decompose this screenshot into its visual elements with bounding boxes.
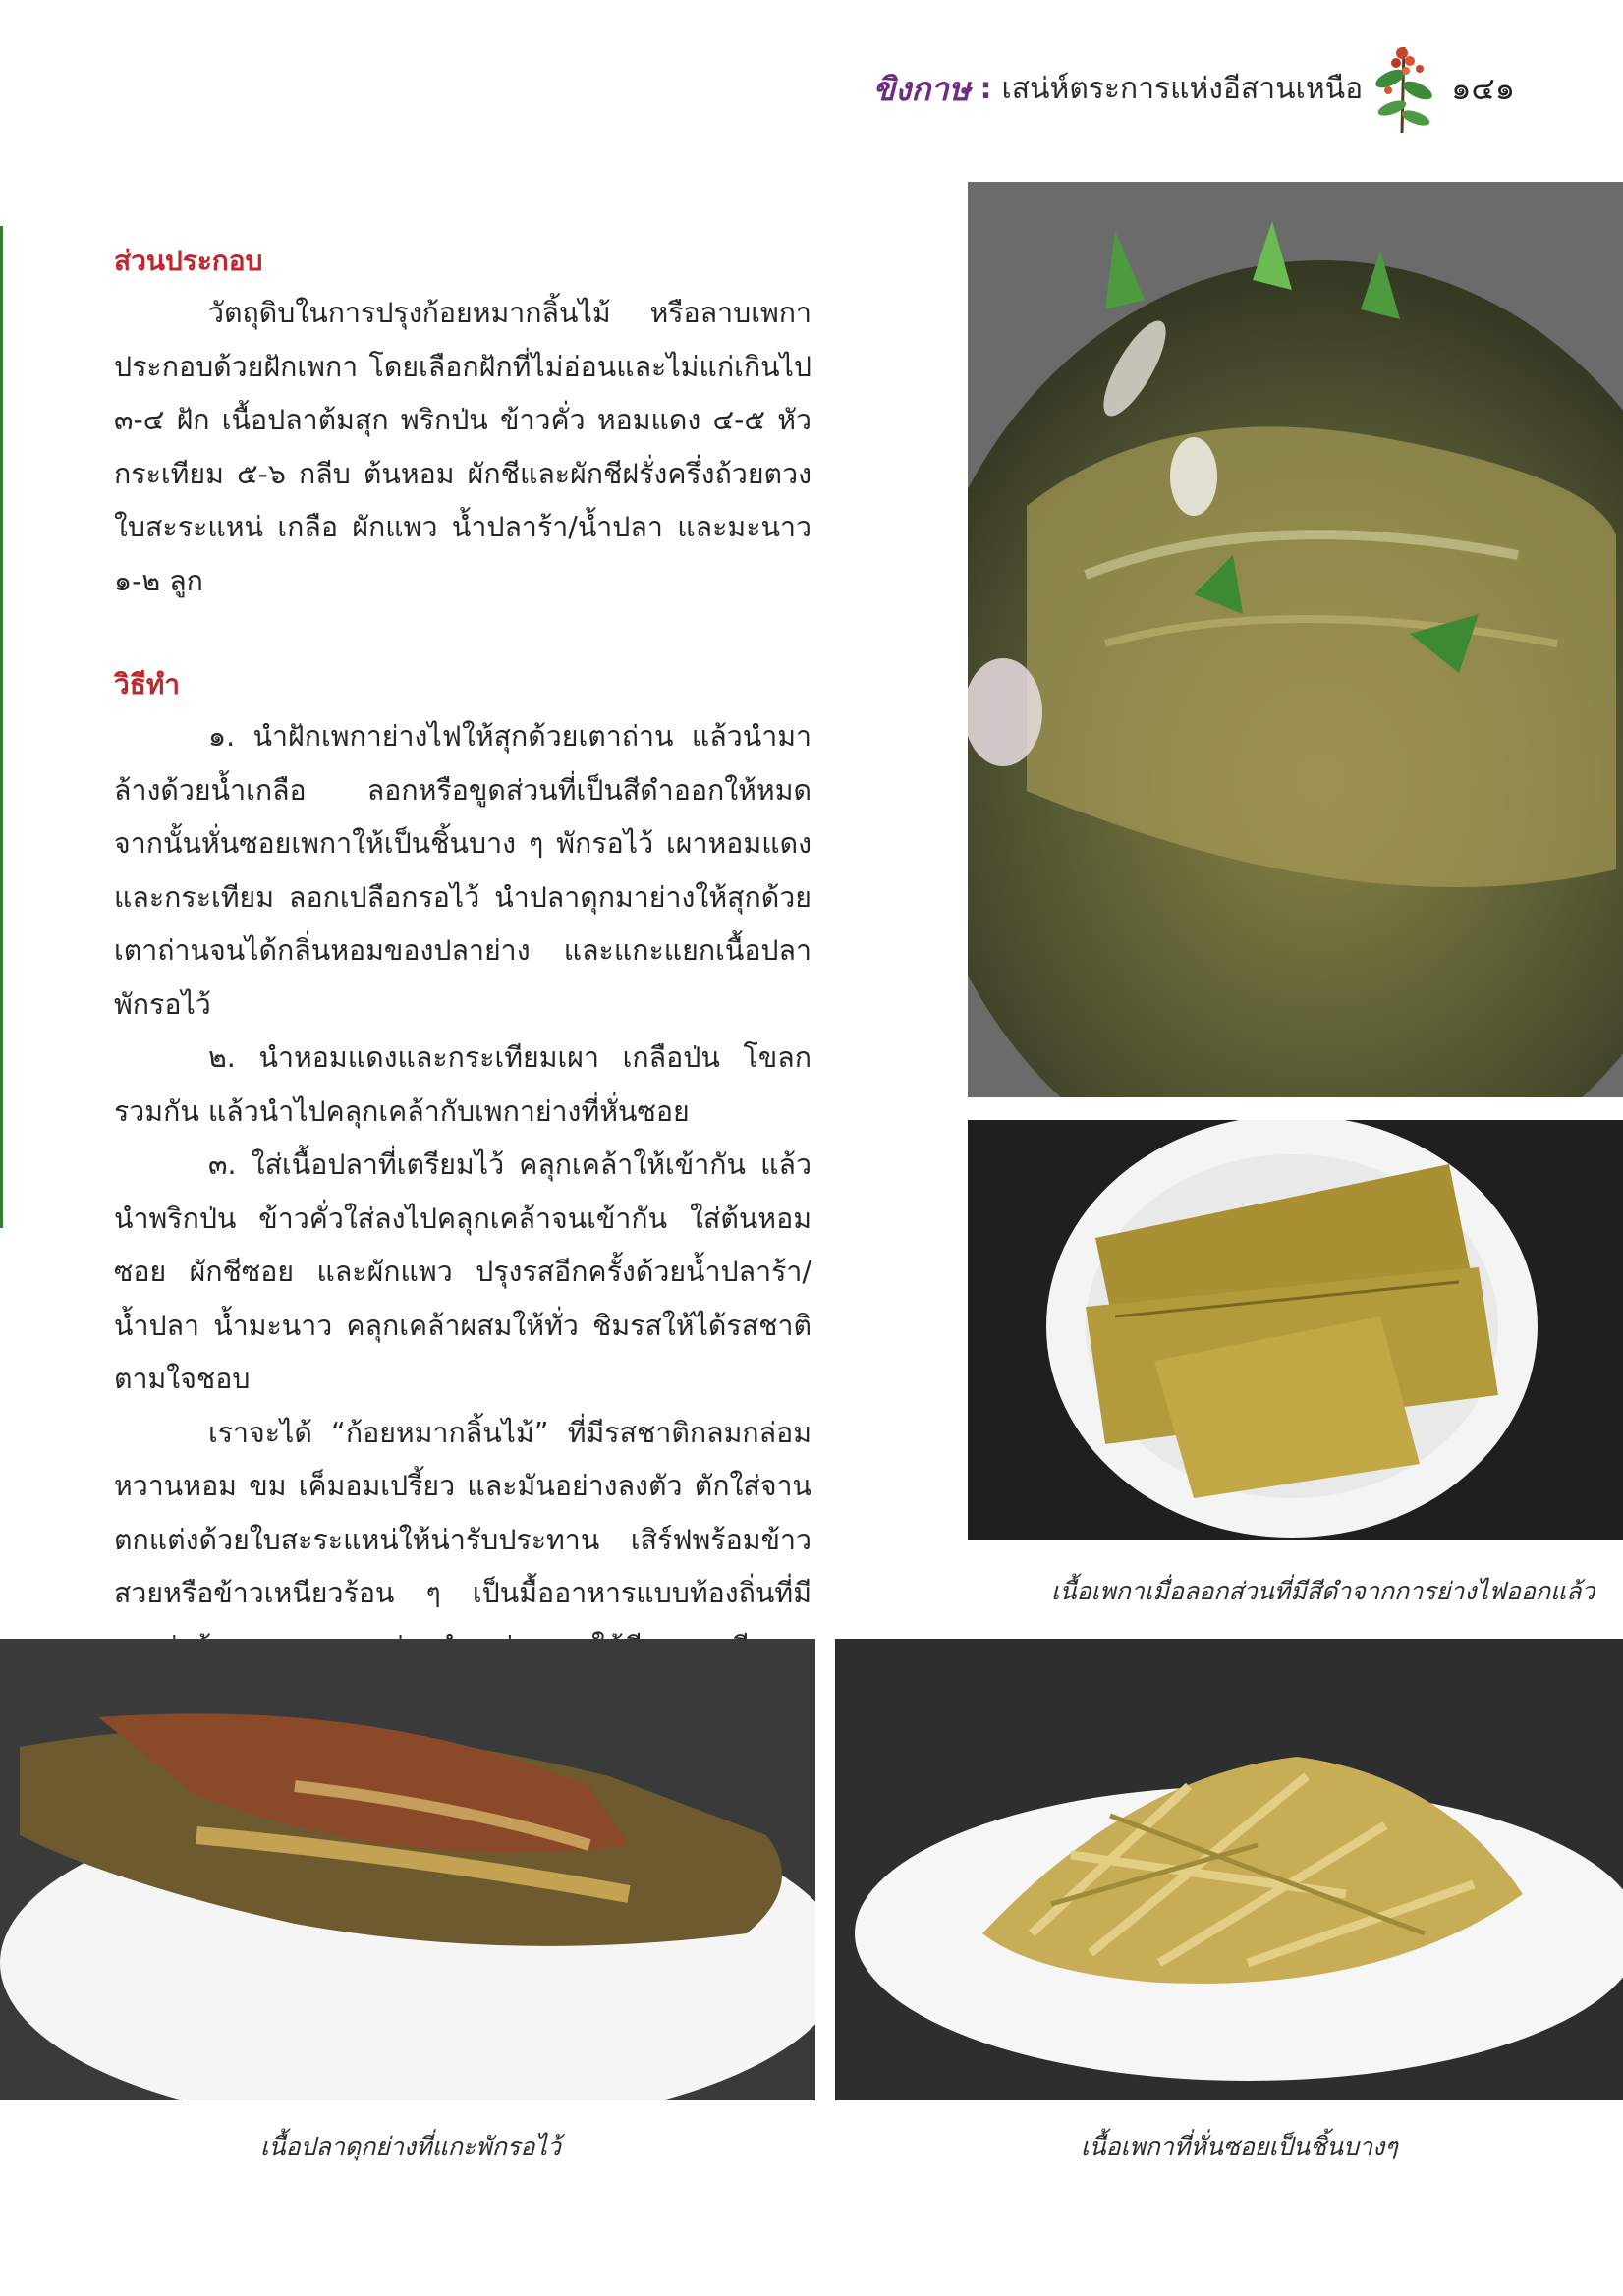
method-step-3: ๓. ใส่เนื้อปลาที่เตรียมไว้ คลุกเคล้าให้เข้ากัน แล้วนำพริกป่น ข้าวคั่วใส่ลงไปคลุกเคล้าจนเข้ากัน ใส่ต้นหอมซอย ผักชีซอย และผักแพว ปรุงรสอีกครั้งด้วยน้ำปลาร้า/น้ำปลา น้ำมะนาว คลุกเคล้าผสมให้ทั่ว ชิมรสให้ได้รสชาติตามใจชอบ [114, 1148, 812, 1395]
sliced-pods-caption: เนื้อเพกาที่หั่นซอยเป็นชิ้นบางๆ [1081, 2132, 1398, 2160]
ingredients-heading: ส่วนประกอบ [114, 245, 263, 277]
page-number: ๑๔๑ [1451, 69, 1515, 107]
method-conclusion: เราจะได้ “ก้อยหมากลิ้นไม้” ที่มีรสชาติกลมกล่อม หวานหอม ขม เค็มอมเปรี้ยว และมันอย่างลงตัว ตักใส่จาน ตกแต่งด้วยใบสะระแหน่ให้น่ารับประทาน เสิร์ฟพร้อมข้าวสวยหรือข้าวเหนียวร้อน ๆ เป็นมื้ออาหารแบบท้องถิ่นที่มี [114, 1416, 812, 1609]
finished-dish-photo [968, 182, 1623, 1097]
sliced-pods-photo [835, 1639, 1623, 2100]
grilled-fish-photo [0, 1639, 815, 2100]
method-step-2: ๒. นำหอมแดงและกระเทียมเผา เกลือป่น โขลกรวมกัน แล้วนำไปคลุกเคล้ากับเพกาย่างที่หั่นซอย [114, 1041, 812, 1128]
header-separator: : [979, 71, 992, 106]
magazine-brand: ขิงกาษ [872, 69, 971, 108]
method-heading: วิธีทำ [114, 668, 180, 700]
header-subtitle: เสน่ห์ตระการแห่งอีสานเหนือ [1001, 71, 1364, 106]
peeled-pods-photo [968, 1120, 1623, 1540]
method-step-1: ๑. นำฝักเพกาย่างไฟให้สุกด้วยเตาถ่าน แล้วนำมาล้างด้วยน้ำเกลือ ลอกหรือขูดส่วนที่เป็นสีดำออกให้หมด จากนั้นหั่นซอยเพกาให้เป็นชิ้นบาง ๆ พักรอไว้ เผาหอมแดงและกระเทียม ลอกเปลือกรอไว้ นำปลาดุกมาย่างให้สุกด้วยเตาถ่านจนได้กลิ่นหอมของปลาย่าง และแกะแยกเนื้อปลาพักรอไว้ [114, 720, 812, 1021]
ingredients-paragraph: วัตถุดิบในการปรุงก้อยหมากลิ้นไม้ หรือลาบเพกา ประกอบด้วยฝักเพกา โดยเลือกฝักที่ไม่อ่อนและไม่แก่เกินไป ๓-๔ ฝัก เนื้อปลาต้มสุก พริกป่น ข้าวคั่ว หอมแดง ๔-๕ หัว กระเทียม ๕-๖ กลีบ ต้นหอม ผักชีและผักชีฝรั่งครึ่งถ้วยตวง ใบสะระแหน่ เกลือ ผักแพว น้ำปลาร้า/น้ำปลา และมะนาว ๑-๒ ลูก [114, 297, 812, 597]
page-header [873, 54, 1515, 123]
side-accent-bar [0, 226, 3, 1228]
grilled-fish-caption: เนื้อปลาดุกย่างที่แกะพักรอไว้ [260, 2132, 561, 2160]
flower-ornament-icon [1372, 39, 1435, 138]
recipe-text [114, 236, 812, 1674]
peeled-pods-caption: เนื้อเพกาเมื่อลอกส่วนที่มีสีดำจากการย่างไฟออกแล้ว [1051, 1577, 1595, 1605]
